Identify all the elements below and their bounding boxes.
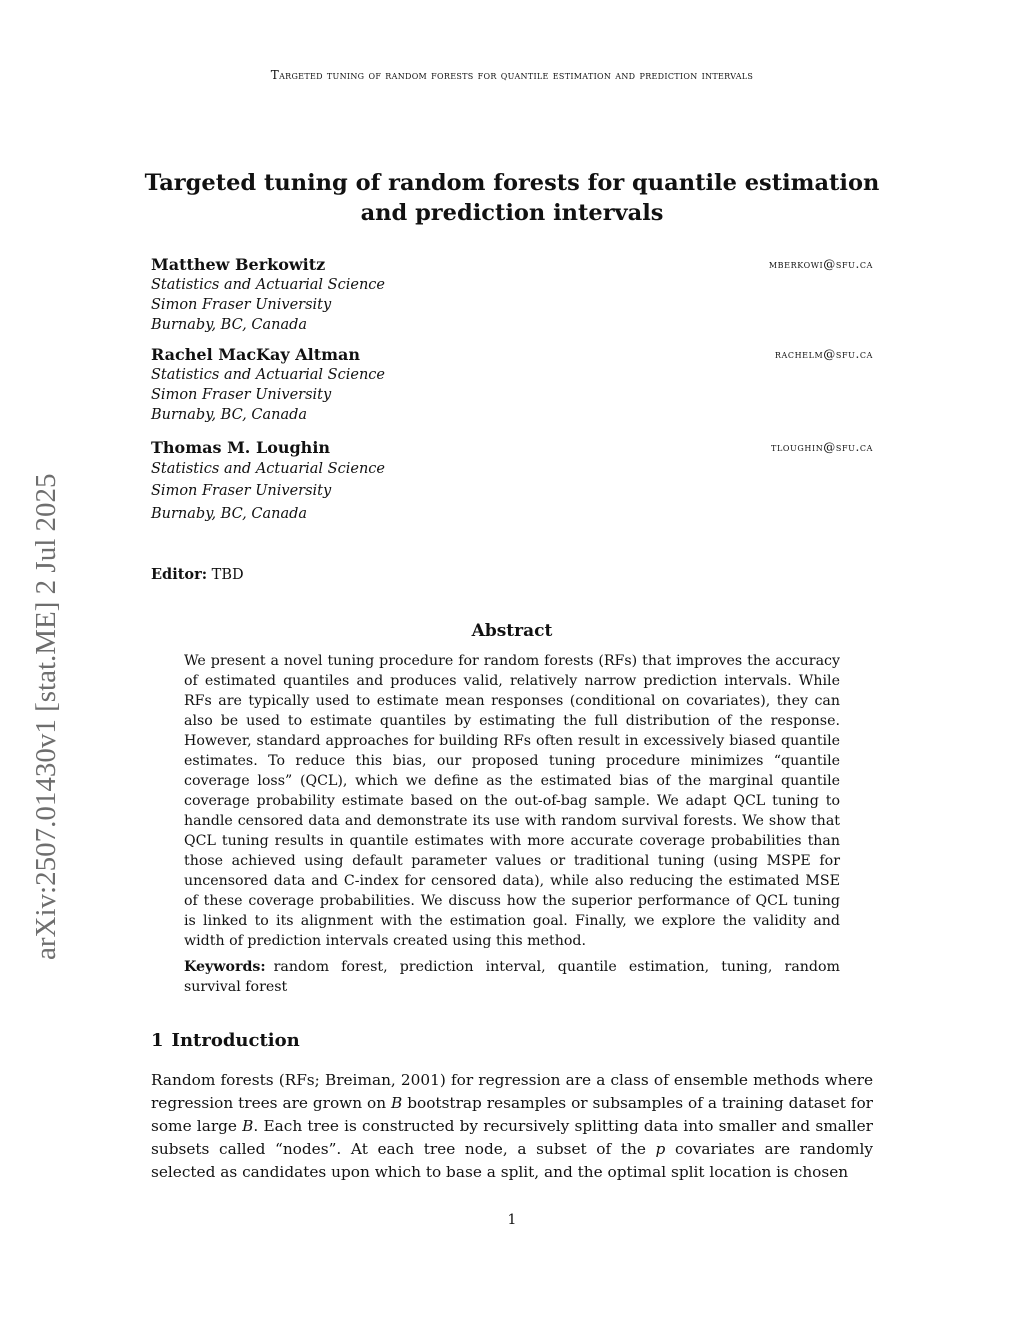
author-location: Burnaby, BC, Canada — [151, 506, 308, 522]
editor-value: TBD — [211, 567, 244, 583]
math-symbol-p: p — [655, 1140, 666, 1158]
author-department: Statistics and Actuarial Science — [151, 461, 385, 477]
math-symbol-B: B — [242, 1117, 254, 1135]
author-block-2 — [151, 345, 873, 425]
arxiv-identifier-stamp: arXiv:2507.01430v1 [stat.ME] 2 Jul 2025 — [30, 473, 62, 960]
author-name: Rachel MacKay Altman — [151, 345, 361, 364]
introduction-paragraph — [151, 1069, 873, 1184]
author-name: Thomas M. Loughin — [151, 438, 331, 457]
author-university: Simon Fraser University — [151, 387, 332, 403]
keywords-label: Keywords: — [184, 959, 266, 975]
page-number: 1 — [507, 1212, 517, 1228]
author-email[interactable]: tloughin@sfu.ca — [771, 440, 873, 454]
author-block-1 — [151, 255, 873, 335]
title-line-2: and prediction intervals — [360, 200, 664, 226]
intro-text: Random forests (RFs; Breiman, 2001) for regression are a class of ensemble methods where regression trees are grown on — [151, 1071, 873, 1112]
keywords — [184, 957, 840, 997]
author-university: Simon Fraser University — [151, 483, 332, 499]
section-heading-introduction — [151, 1030, 300, 1051]
intro-text: . Each tree is constructed by recursively splitting data into smaller and smaller subsets called “nodes”. At each tree node, a subset of the — [151, 1117, 873, 1158]
editor-line — [151, 566, 244, 583]
keywords-list: random forest, prediction interval, quantile estimation, tuning, random survival forest — [184, 959, 840, 995]
author-email[interactable]: rachelm@sfu.ca — [774, 347, 873, 361]
intro-text: bootstrap resamples or subsamples of a training dataset for some large — [151, 1094, 873, 1135]
author-department: Statistics and Actuarial Science — [151, 367, 385, 383]
author-email[interactable]: mberkowi@sfu.ca — [768, 257, 873, 271]
math-symbol-B: B — [391, 1094, 403, 1112]
title-line-1: Targeted tuning of random forests for quantile estimation — [144, 170, 880, 196]
author-department: Statistics and Actuarial Science — [151, 277, 385, 293]
running-head: Targeted tuning of random forests for quantile estimation and prediction intervals — [270, 68, 754, 82]
section-number: 1 — [151, 1030, 164, 1051]
paper-title — [120, 168, 904, 228]
author-location: Burnaby, BC, Canada — [151, 317, 308, 333]
abstract-text: We present a novel tuning procedure for random forests (RFs) that improves the accuracy of estimated quantiles and produces valid, relatively narrow prediction intervals. While RFs are typically used to estimate mean responses (conditional on covariates), they can also be used to estimate quantiles by estimating the full distribution of the response. However, standard approaches for building RFs often result in excessively biased quantile estimates. To reduce this bias, our proposed tuning procedure minimizes “quantile coverage loss” (QCL), which we define as the estimated bias of the marginal quantile coverage probability estimate based on the out-of-bag sample. We adapt QCL tuning to handle censored data and demonstrate its use with random survival forests. We show that QCL tuning results in quantile estimates with more accurate coverage probabilities than those achieved using default parameter values or traditional tuning (using MSPE for uncensored data and C-index for censored data), while also reducing the estimated MSE of these coverage probabilities. We discuss how the superior performance of QCL tuning is linked to its alignment with the estimation goal. Finally, we explore the validity and width of prediction intervals created using this method. — [184, 653, 840, 949]
section-title: Introduction — [171, 1030, 300, 1051]
author-location: Burnaby, BC, Canada — [151, 407, 308, 423]
editor-label: Editor: — [151, 566, 208, 583]
abstract-heading: Abstract — [471, 621, 553, 641]
intro-text: covariates are randomly selected as candidates upon which to base a split, and the optimal split location is chosen — [151, 1140, 873, 1181]
author-name: Matthew Berkowitz — [151, 255, 326, 274]
author-university: Simon Fraser University — [151, 297, 332, 313]
author-block-3 — [151, 438, 873, 526]
